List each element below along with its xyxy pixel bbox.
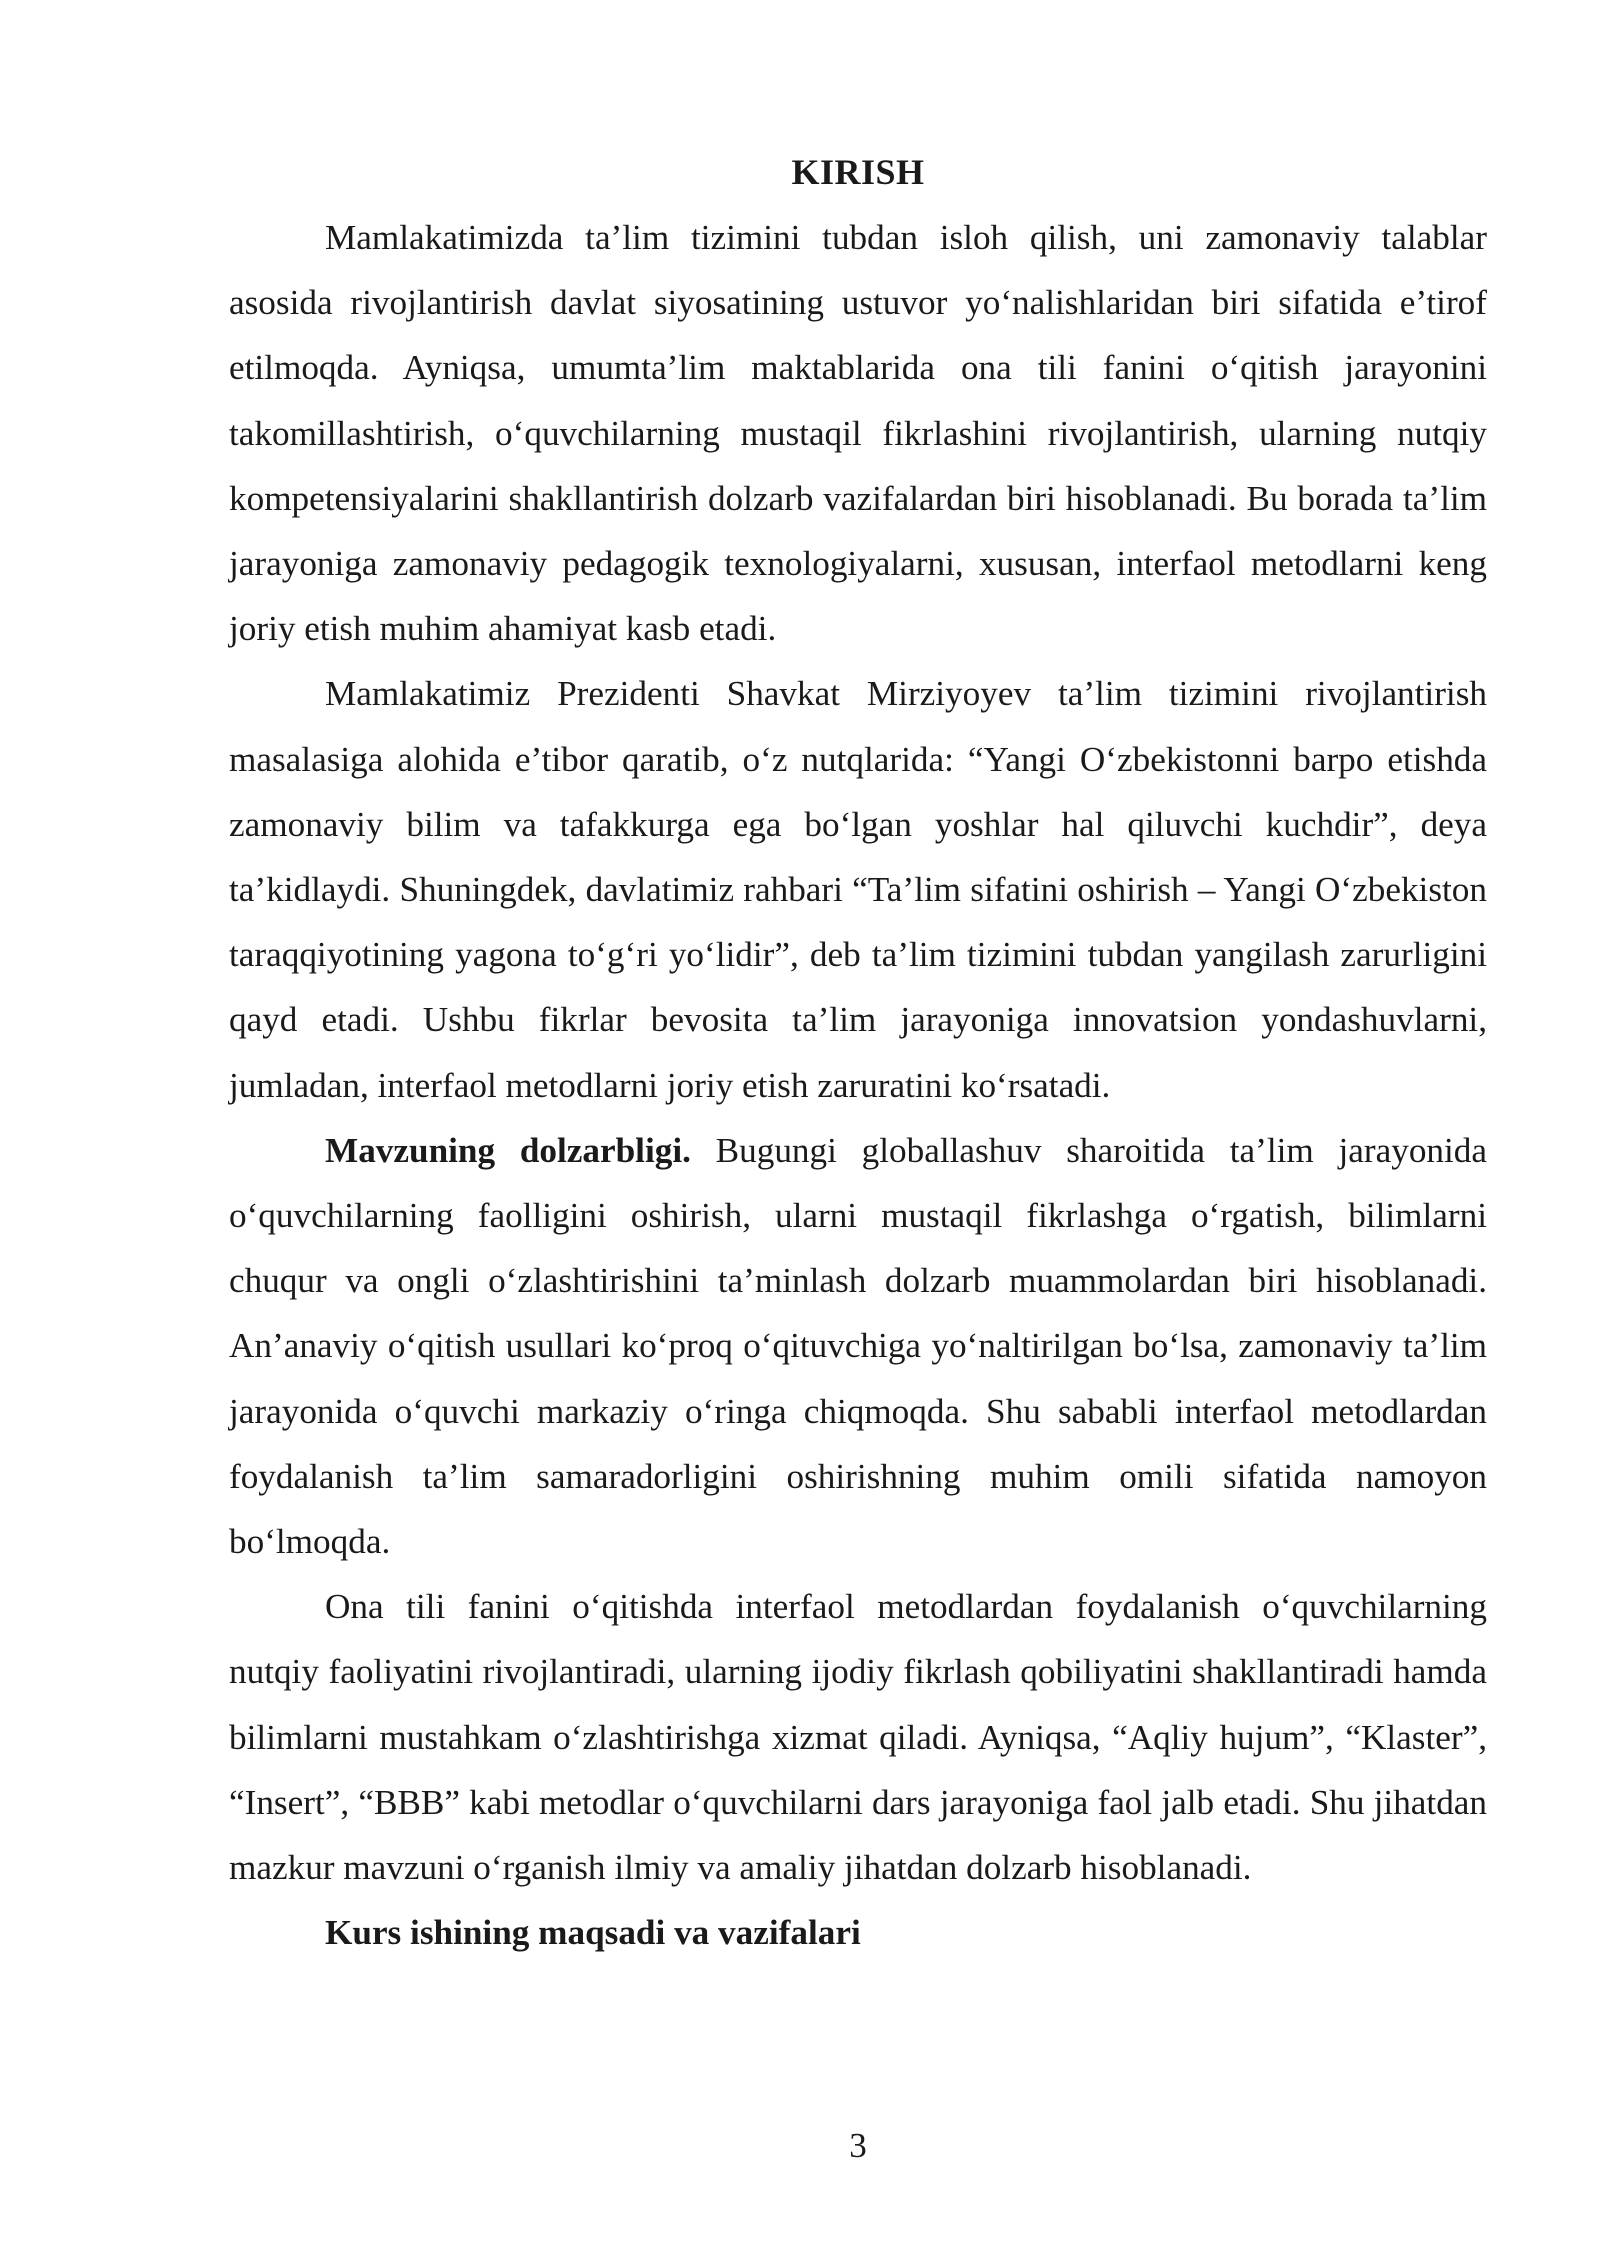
paragraph-text: Mamlakatimiz Prezidenti Shavkat Mirziyoyev ta’lim tizimini rivojlantirish masalasiga alohida e’tibor qaratib, o‘z nutqlarida: “Yangi O‘zbekistonni barpo etishda zamonaviy bilim va tafakkurga ega bo‘lgan yoshlar hal qiluvchi kuchdir”, deya ta’kidlaydi. Shuningdek, davlatimiz rahbari “Ta’lim sifatini oshirish – Yangi O‘zbekiston taraqqiyotining yagona to‘g‘ri yo‘lidir”, deb ta’lim tizimini tubdan yangilash zarurligini qayd etadi. Ushbu fikrlar bevosita ta’lim jarayoniga innovatsion yondashuvlarni, jumladan, interfaol metodlarni joriy etish zaruratini ko‘rsatadi. (229, 674, 1487, 1105)
section-heading: KIRISH (791, 152, 925, 192)
paragraph-text: Bugungi globallashuv sharoitida ta’lim jarayonida o‘quvchilarning faolligini oshirish, ularni mustaqil fikrlashga o‘rgatish, bilimlarni chuqur va ongli o‘zlashtirishini ta’minlash dolzarb muammolardan biri hisoblanadi. An’anaviy o‘qitish usullari ko‘proq o‘qituvchiga yo‘naltirilgan bo‘lsa, zamonaviy ta’lim jarayonida o‘quvchi markaziy o‘ringa chiqmoqda. Shu sababli interfaol metodlardan foydalanish ta’lim samaradorligini oshirishning muhim omili sifatida namoyon bo‘lmoqda. (229, 1130, 1488, 1562)
page-body (229, 140, 1487, 1965)
page-number: 3 (849, 2126, 867, 2165)
subsection-heading: Kurs ishining maqsadi va vazifalari (325, 1913, 861, 1953)
paragraph-text: Ona tili fanini o‘qitishda interfaol metodlardan foydalanish o‘quvchilarning nutqiy faoliyatini rivojlantiradi, ularning ijodiy fikrlash qobiliyatini shakllantiradi hamda bilimlarni mustahkam o‘zlashtirishga xizmat qiladi. Ayniqsa, “Aqliy hujum”, “Klaster”, “Insert”, “BBB” kabi metodlar o‘quvchilarni dars jarayoniga faol jalb etadi. Shu jihatdan mazkur mavzuni o‘rganish ilmiy va amaliy jihatdan dolzarb hisoblanadi. (229, 1587, 1487, 1888)
paragraph-text: Mamlakatimizda ta’lim tizimini tubdan isloh qilish, uni zamonaviy talablar asosida rivojlantirish davlat siyosatining ustuvor yo‘nalishlaridan biri sifatida e’tirof etilmoqda. Ayniqsa, umumta’lim maktablarida ona tili fanini o‘qitish jarayonini takomillashtirish, o‘quvchilarning mustaqil fikrlashini rivojlantirish, ularning nutqiy kompetensiyalarini shakllantirish dolzarb vazifalardan biri hisoblanadi. Bu borada ta’lim jarayoniga zamonaviy pedagogik texnologiyalarni, xususan, interfaol metodlarni keng joriy etish muhim ahamiyat kasb etadi. (229, 218, 1487, 649)
paragraph-methods (229, 1574, 1487, 1900)
paragraph-intro (229, 205, 1487, 661)
paragraph-relevance (229, 1118, 1487, 1574)
paragraph-lead-bold: Mavzuning dolzarbligi. (325, 1130, 691, 1170)
paragraph-president-quote (229, 661, 1487, 1117)
